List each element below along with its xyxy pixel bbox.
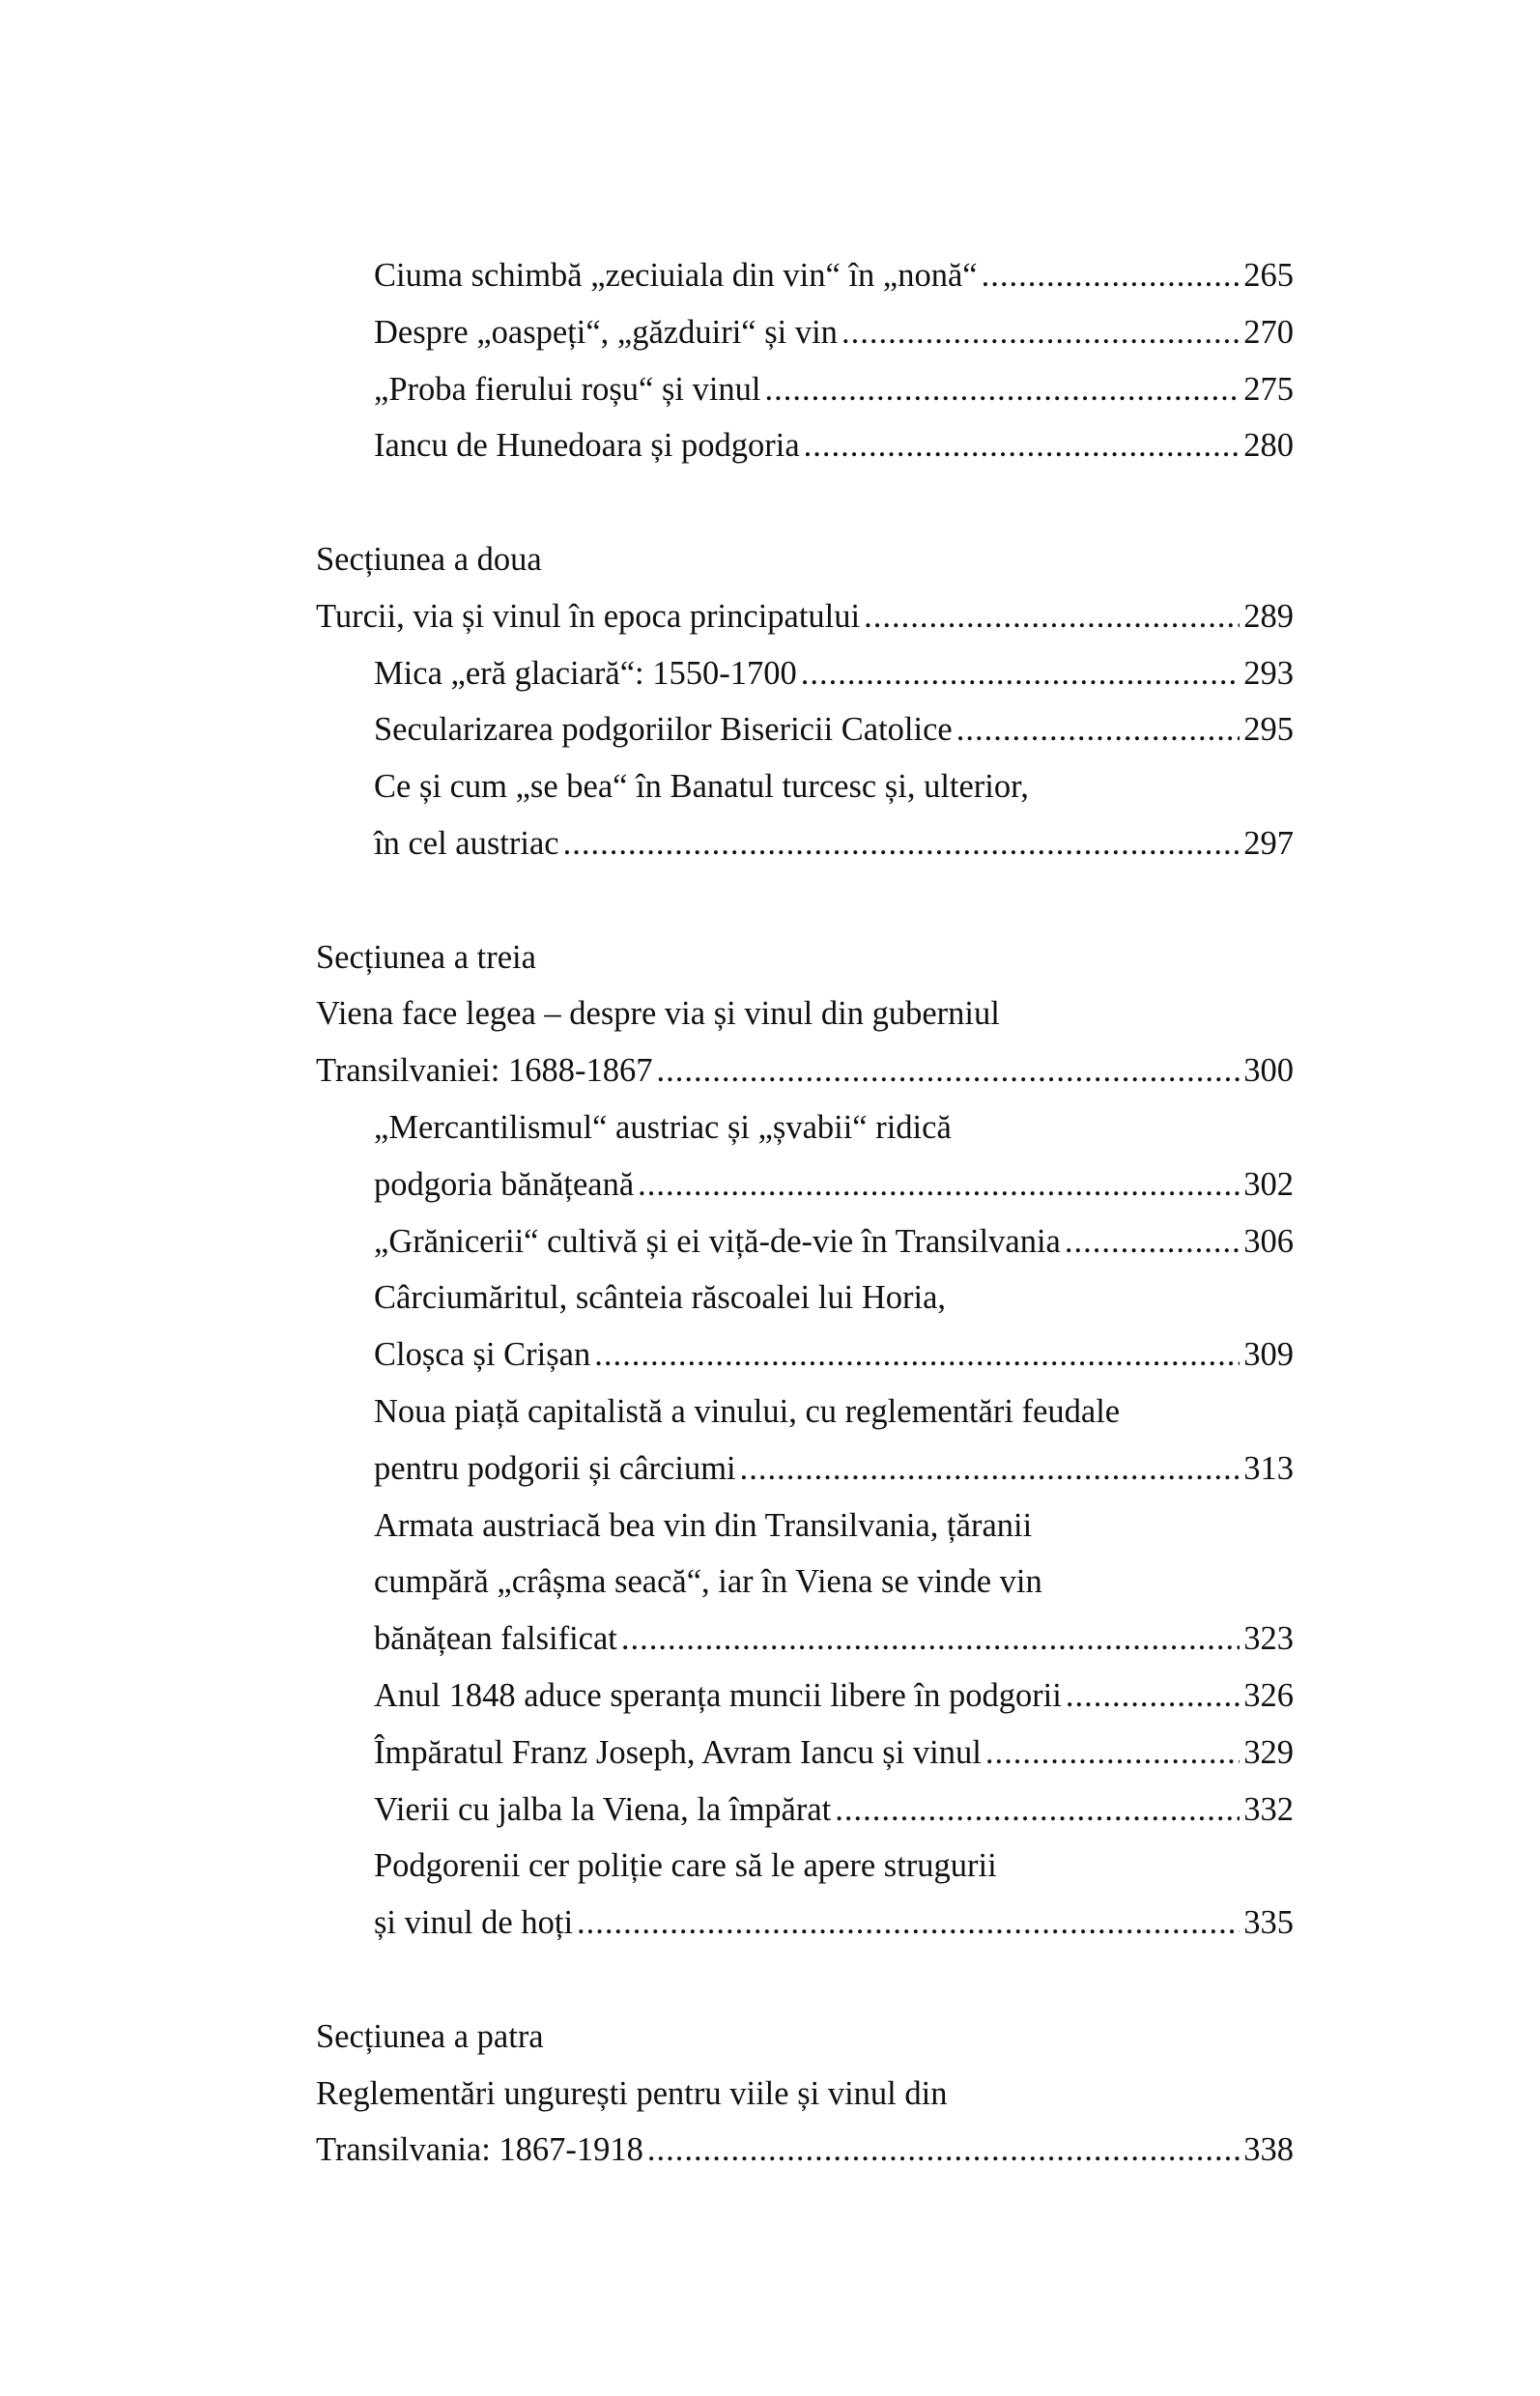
entry-last-line: [374, 1156, 1294, 1213]
page-number: 293: [1243, 654, 1294, 692]
leader-dots: [657, 1042, 1241, 1099]
blank-line: [316, 1952, 1294, 2009]
entry-title-line: pentru podgorii și cârciumi: [374, 1449, 736, 1487]
entry-title-line: „Grănicerii“ cultivă și ei viță-de-vie în Transilvania: [374, 1222, 1061, 1260]
page-number: 289: [1243, 597, 1294, 635]
entry-title-line: Despre „oaspeți“, „găzduiri“ și vin: [374, 313, 838, 351]
entry-title-line: Turcii, via și vinul în epoca principatului: [316, 597, 861, 635]
leader-dots: [841, 304, 1240, 361]
leader-dots: [1066, 1668, 1240, 1725]
entry-title-line: „Mercantilismul“ austriac și „șvabii“ ridică: [374, 1108, 952, 1146]
entry-title-line: în cel austriac: [374, 824, 559, 862]
toc-entry: [316, 247, 1294, 304]
toc-entry: [316, 1838, 1294, 1952]
toc-entry: [316, 1498, 1294, 1668]
entry-last-line: [374, 417, 1294, 474]
toc-entry: [316, 1099, 1294, 1213]
entry-last-line: [374, 1440, 1294, 1498]
section-heading: Secțiunea a treia: [316, 938, 536, 976]
page-number: 326: [1243, 1676, 1294, 1714]
entry-last-line: [374, 1895, 1294, 1952]
leader-dots: [638, 1156, 1240, 1213]
page-number: 297: [1243, 824, 1294, 862]
entry-last-line: [374, 1782, 1294, 1839]
entry-title-line: Armata austriacă bea vin din Transilvania, țăranii: [374, 1506, 1033, 1544]
leader-dots: [801, 645, 1241, 702]
leader-dots: [594, 1326, 1240, 1383]
page-number: 338: [1243, 2131, 1294, 2169]
entry-title-line: Ciuma schimbă „zeciuiala din vin“ în „nonă“: [374, 257, 978, 294]
page-number: 275: [1243, 370, 1294, 408]
section-heading: Secțiunea a patra: [316, 2017, 544, 2055]
entry-last-line: [374, 815, 1294, 872]
entry-title-line: bănățean falsificat: [374, 1620, 617, 1658]
entry-last-line: [374, 1326, 1294, 1383]
page-number: 265: [1243, 257, 1294, 294]
entry-title-line: Cloșca și Crișan: [374, 1336, 591, 1374]
leader-dots: [835, 1782, 1240, 1839]
entry-title-line: Mica „eră glaciară“: 1550-1700: [374, 654, 797, 692]
entry-title-line: Noua piață capitalistă a vinului, cu reglementări feudale: [374, 1392, 1121, 1430]
leader-dots: [621, 1611, 1240, 1668]
entry-title-line: Viena face legea – despre via și vinul din guberniul: [316, 995, 1000, 1033]
entry-title-line: Cârciumăritul, scânteia răscoalei lui Horia,: [374, 1279, 947, 1317]
leader-dots: [804, 417, 1241, 474]
blank-line: [316, 872, 1294, 929]
toc-entry: [316, 1213, 1294, 1270]
leader-dots: [765, 361, 1241, 418]
page-number: 313: [1243, 1449, 1294, 1487]
entry-title-line: „Proba fierului roșu“ și vinul: [374, 370, 761, 408]
entry-last-line: [374, 1611, 1294, 1668]
entry-last-line: [374, 361, 1294, 418]
entry-last-line: [374, 1725, 1294, 1782]
toc-entry: [316, 1668, 1294, 1725]
entry-title-line: Secularizarea podgoriilor Bisericii Catolice: [374, 711, 953, 749]
entry-title-line: Iancu de Hunedoara și podgoria: [374, 427, 800, 465]
leader-dots: [740, 1440, 1241, 1498]
page-number: 335: [1243, 1904, 1294, 1942]
entry-title-line: cumpără „crâșma seacă“, iar în Viena se vinde vin: [374, 1563, 1042, 1601]
blank-line: [316, 474, 1294, 531]
page-number: 306: [1243, 1222, 1294, 1260]
toc-entry: [316, 1383, 1294, 1498]
entry-last-line: [374, 1668, 1294, 1725]
leader-dots: [864, 588, 1240, 645]
toc-entry: [316, 645, 1294, 702]
table-of-contents: [316, 247, 1294, 2179]
section-heading: Secțiunea a doua: [316, 540, 542, 578]
entry-last-line: [374, 304, 1294, 361]
leader-dots: [1065, 1213, 1240, 1270]
page-number: 309: [1243, 1336, 1294, 1374]
entry-title-line: Ce și cum „se bea“ în Banatul turcesc și, ulterior,: [374, 768, 1029, 806]
entry-last-line: [316, 588, 1294, 645]
toc-entry: [316, 304, 1294, 361]
toc-entry: [316, 588, 1294, 645]
entry-title-line: și vinul de hoți: [374, 1904, 574, 1942]
toc-entry: [316, 2066, 1294, 2180]
entry-title-line: Transilvaniei: 1688-1867: [316, 1052, 653, 1090]
leader-dots: [956, 701, 1241, 758]
entry-title-line: Vierii cu jalba la Viena, la împărat: [374, 1790, 832, 1828]
entry-last-line: [316, 2122, 1294, 2179]
entry-title-line: podgoria bănățeană: [374, 1165, 635, 1203]
page-number: 302: [1243, 1165, 1294, 1203]
page-number: 300: [1243, 1052, 1294, 1090]
entry-last-line: [374, 701, 1294, 758]
entry-title-line: Împăratul Franz Joseph, Avram Iancu și vinul: [374, 1733, 982, 1771]
leader-dots: [982, 247, 1241, 304]
entry-last-line: [374, 247, 1294, 304]
entry-title-line: Anul 1848 aduce speranța muncii libere în podgorii: [374, 1676, 1062, 1714]
toc-entry: [316, 985, 1294, 1099]
toc-entry: [316, 1782, 1294, 1839]
entry-title-line: Reglementări ungurești pentru viile și vinul din: [316, 2074, 948, 2112]
toc-entry: [316, 1725, 1294, 1782]
entry-last-line: [316, 1042, 1294, 1099]
toc-entry: [316, 417, 1294, 474]
entry-last-line: [374, 1213, 1294, 1270]
leader-dots: [985, 1725, 1240, 1782]
leader-dots: [563, 815, 1241, 872]
toc-entry: [316, 361, 1294, 418]
leader-dots: [577, 1895, 1240, 1952]
toc-entry: [316, 701, 1294, 758]
page-number: 295: [1243, 711, 1294, 749]
entry-title-line: Transilvania: 1867-1918: [316, 2131, 643, 2169]
entry-title-line: Podgorenii cer poliție care să le apere strugurii: [374, 1847, 997, 1885]
page-number: 332: [1243, 1790, 1294, 1828]
page-number: 270: [1243, 313, 1294, 351]
page-number: 323: [1243, 1620, 1294, 1658]
toc-entry: [316, 1269, 1294, 1383]
entry-last-line: [374, 645, 1294, 702]
toc-entry: [316, 758, 1294, 872]
page-number: 329: [1243, 1733, 1294, 1771]
leader-dots: [647, 2122, 1240, 2179]
page-number: 280: [1243, 427, 1294, 465]
